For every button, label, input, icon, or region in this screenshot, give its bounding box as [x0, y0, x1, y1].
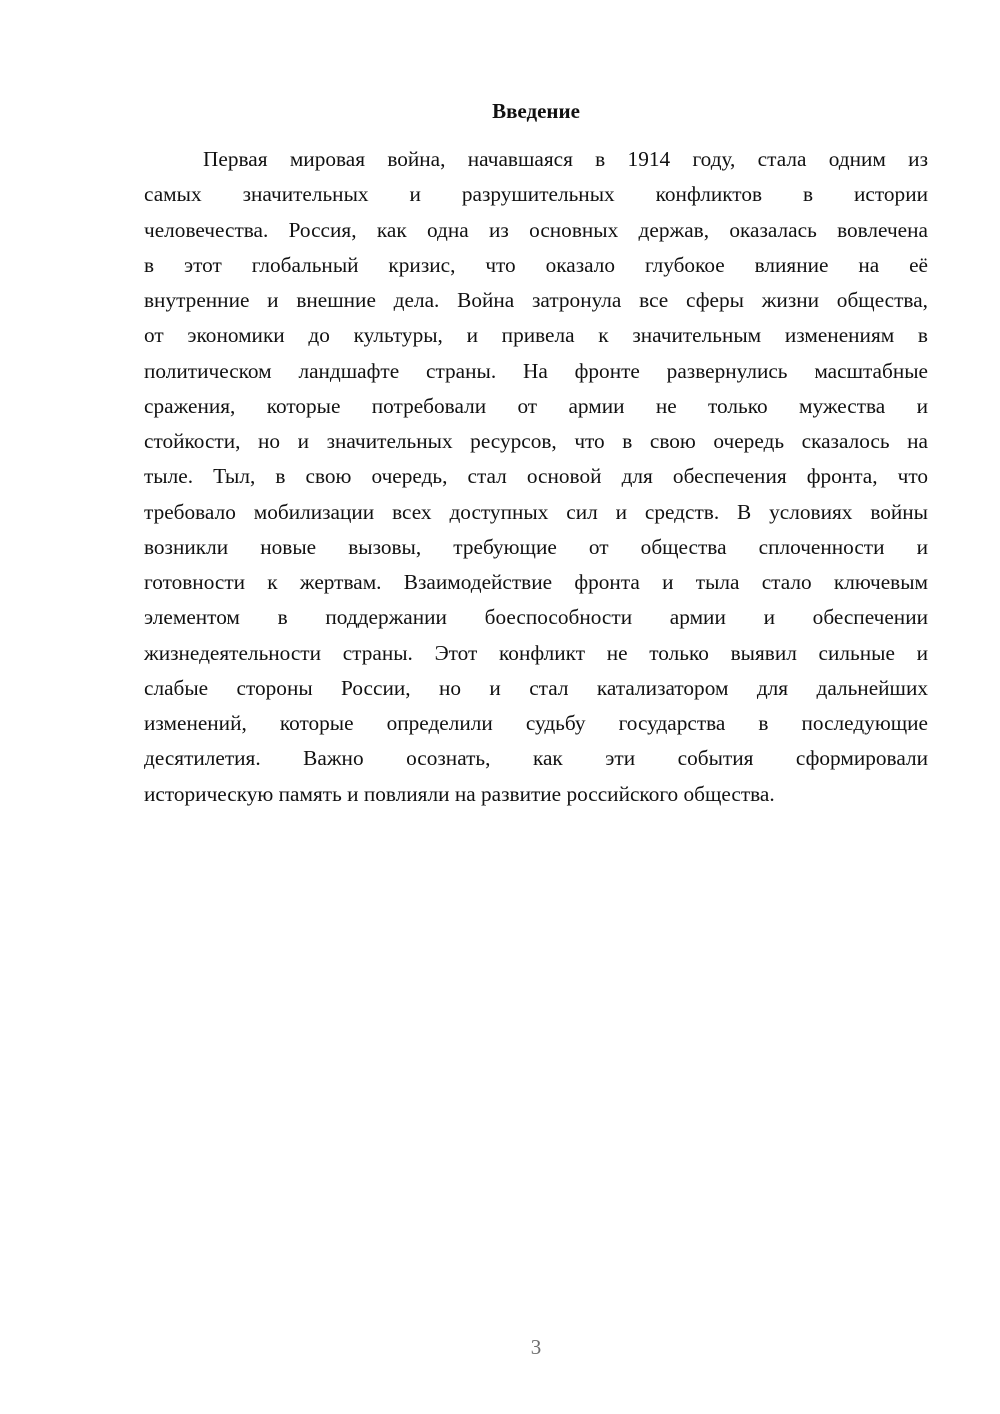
- paragraph-line: слабые стороны России, но и стал катализатором для дальнейших: [144, 675, 928, 700]
- paragraph-line: сражения, которые потребовали от армии не только мужества и: [144, 393, 928, 418]
- section-heading: Введение: [492, 99, 580, 123]
- paragraph-line: требовало мобилизации всех доступных сил и средств. В условиях войны: [144, 499, 928, 524]
- paragraph-line: изменений, которые определили судьбу государства в последующие: [144, 711, 928, 735]
- paragraph-line: человечества. Россия, как одна из основных держав, оказалась вовлечена: [144, 217, 928, 242]
- paragraph-line: десятилетия. Важно осознать, как эти события сформировали: [144, 746, 928, 771]
- page-number: 3: [530, 1335, 542, 1359]
- paragraph-line: возникли новые вызовы, требующие от общества сплоченности и: [144, 534, 928, 559]
- introduction-paragraph: [144, 142, 928, 812]
- paragraph-line: жизнедеятельности страны. Этот конфликт не только выявил сильные и: [144, 640, 928, 665]
- paragraph-line: внутренние и внешние дела. Война затронула все сферы жизни общества,: [144, 288, 928, 312]
- paragraph-line: элементом в поддержании боеспособности армии и обеспечении: [144, 605, 928, 630]
- paragraph-line: историческую память и повлияли на развитие российского общества.: [144, 781, 775, 806]
- paragraph-line: самых значительных и разрушительных конфликтов в истории: [144, 182, 928, 207]
- paragraph-line: политическом ландшафте страны. На фронте развернулись масштабные: [144, 358, 928, 383]
- paragraph-line: стойкости, но и значительных ресурсов, что в свою очередь сказалось на: [144, 429, 928, 453]
- paragraph-line: Первая мировая война, начавшаяся в 1914 году, стала одним из: [203, 147, 928, 171]
- paragraph-line: тыле. Тыл, в свою очередь, стал основой для обеспечения фронта, что: [144, 464, 928, 489]
- paragraph-line: от экономики до культуры, и привела к значительным изменениям в: [144, 323, 928, 348]
- paragraph-line: готовности к жертвам. Взаимодействие фронта и тыла стало ключевым: [144, 570, 928, 594]
- paragraph-line: в этот глобальный кризис, что оказало глубокое влияние на её: [144, 252, 928, 277]
